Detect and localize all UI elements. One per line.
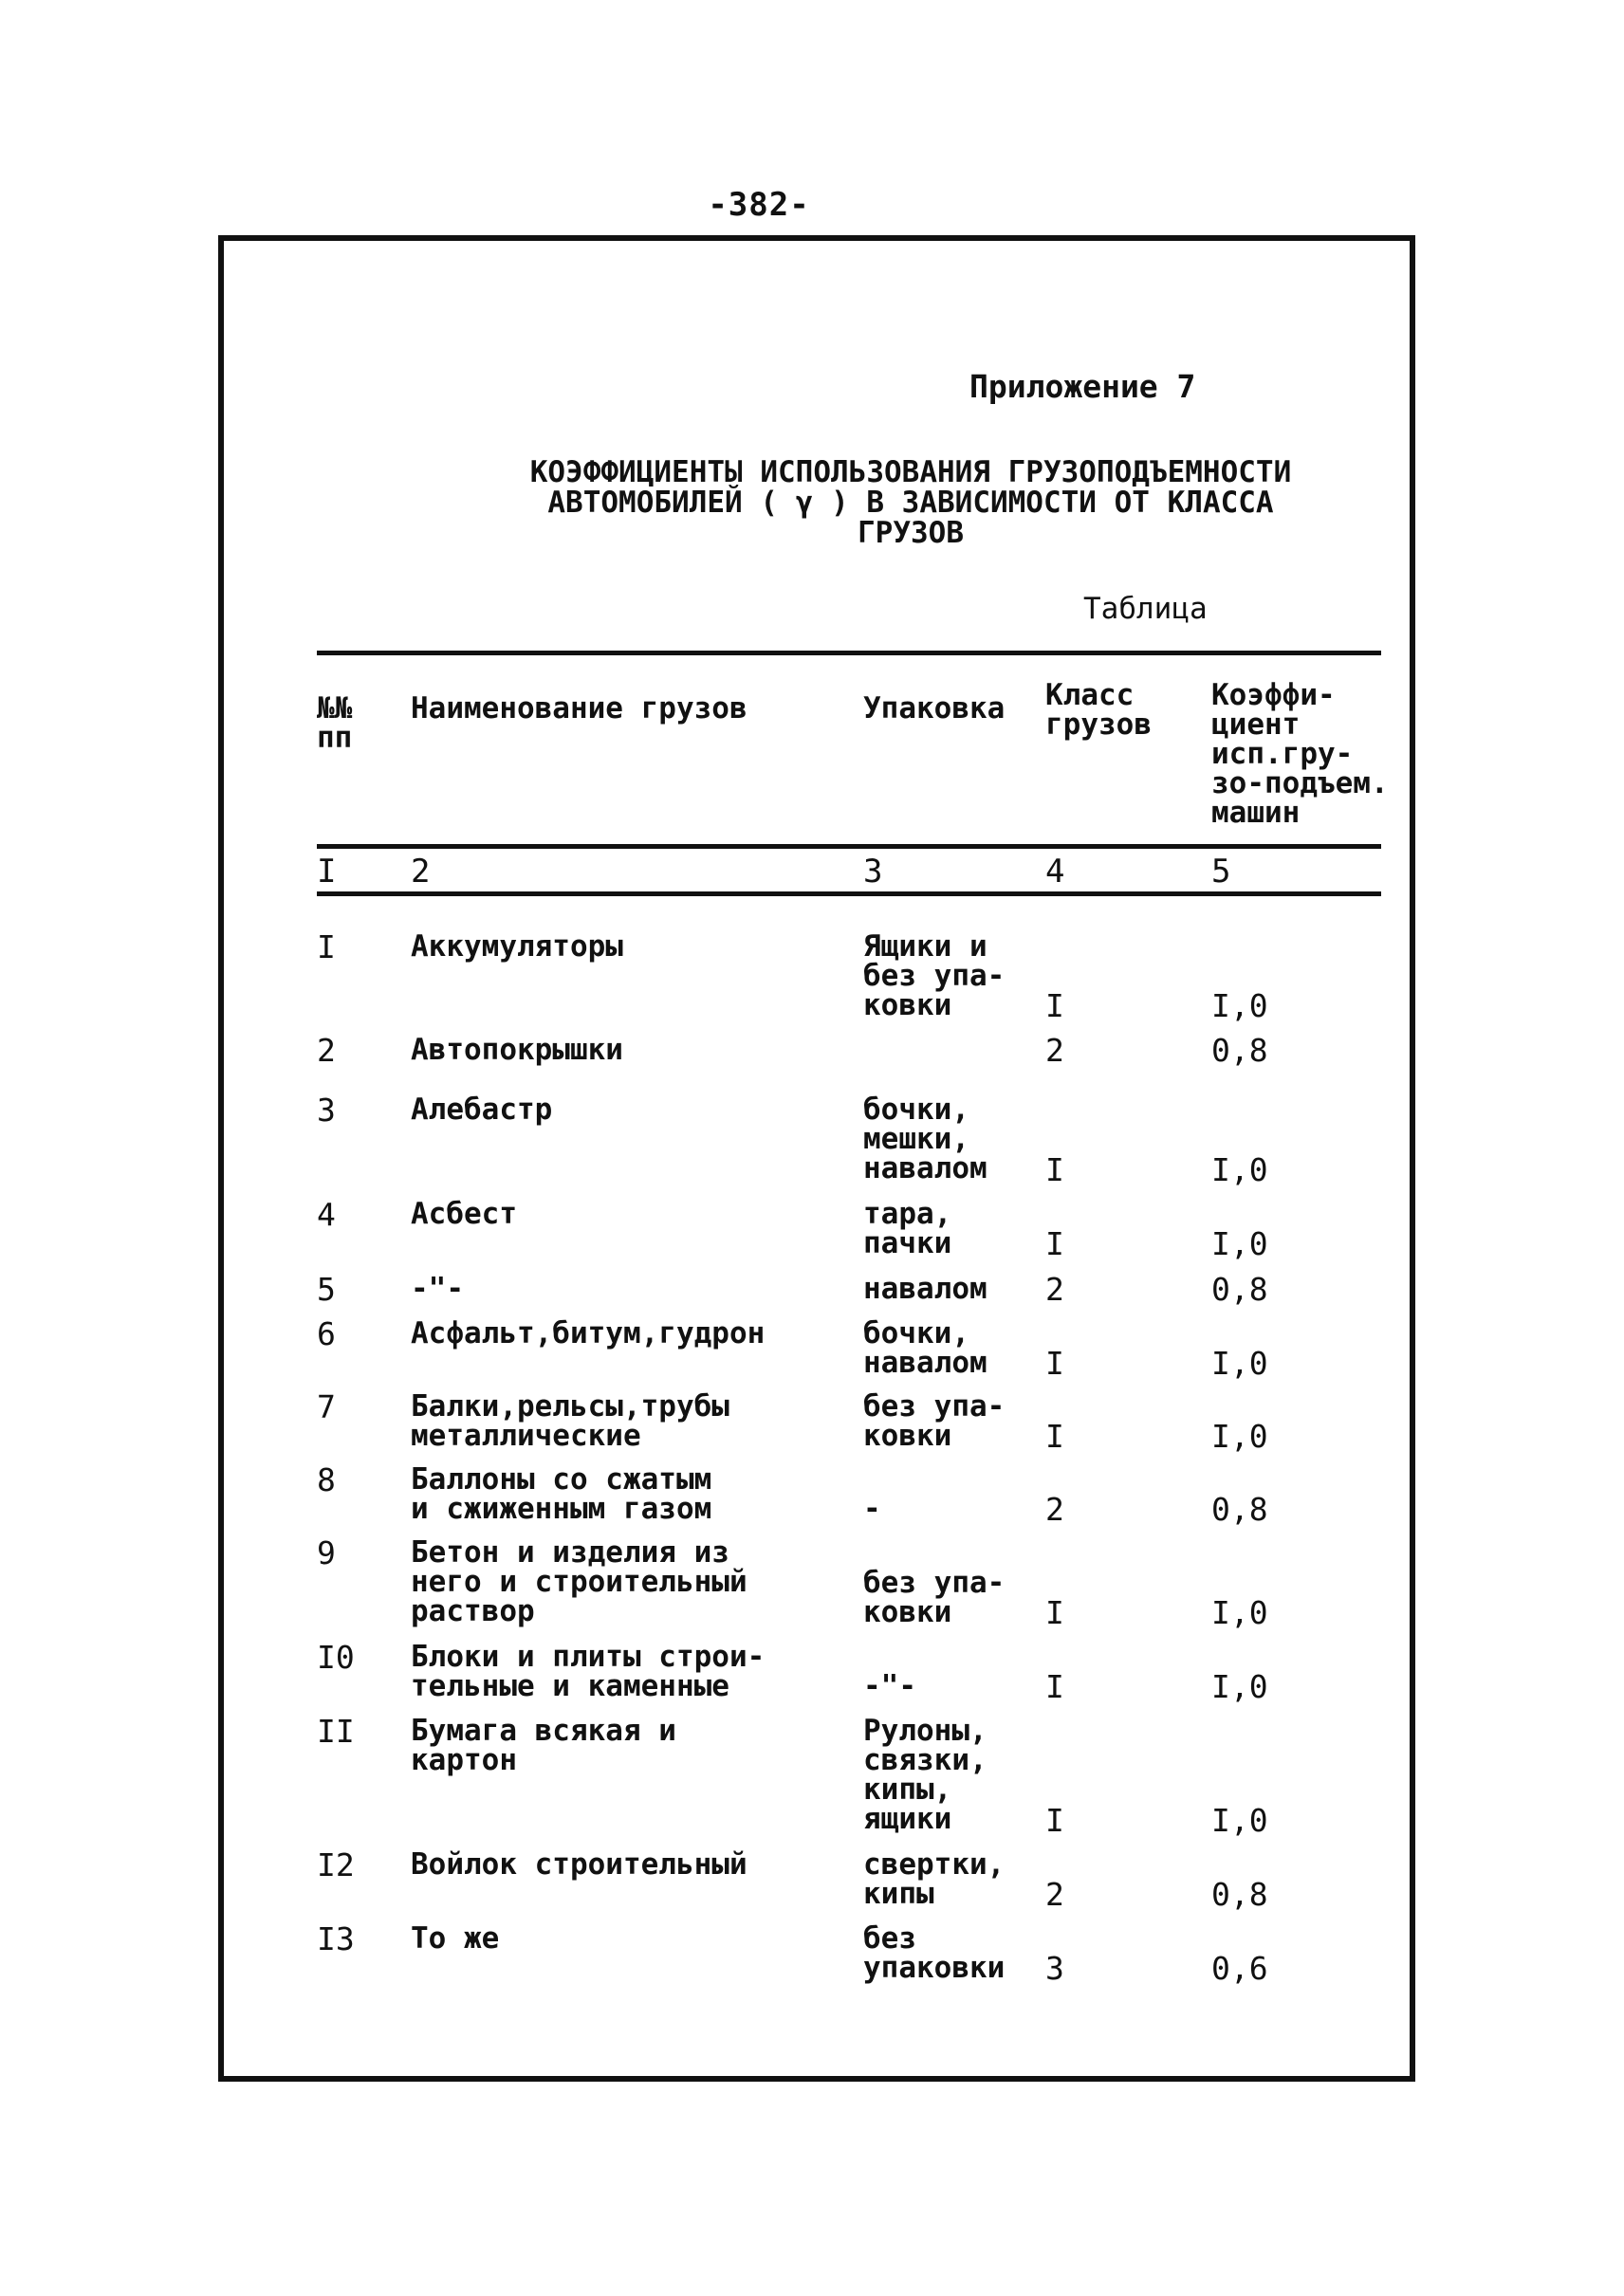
cargo-coefficient: 0,8 bbox=[1211, 1876, 1268, 1913]
cargo-class: I bbox=[1045, 1668, 1064, 1705]
cargo-coefficient: 0,8 bbox=[1211, 1271, 1268, 1308]
cargo-name: Бумага всякая и картон bbox=[411, 1714, 676, 1777]
row-number: 9 bbox=[317, 1534, 336, 1571]
cargo-coefficient: 0,8 bbox=[1211, 1032, 1268, 1069]
row-number: I bbox=[317, 928, 336, 965]
cargo-coefficient: I,0 bbox=[1211, 1151, 1268, 1188]
header-packing: Упаковка bbox=[863, 691, 1006, 726]
appendix-label: Приложение 7 bbox=[969, 368, 1196, 405]
cargo-name: Асфальт,битум,гудрон bbox=[411, 1316, 766, 1350]
table-top-rule bbox=[317, 651, 1381, 655]
header-coefficient: Коэффи- циент исп.гру- зо-подъем. машин bbox=[1211, 678, 1389, 830]
cargo-coefficient: I,0 bbox=[1211, 1345, 1268, 1382]
row-number: I0 bbox=[317, 1639, 355, 1676]
cargo-class: I bbox=[1045, 1225, 1064, 1262]
cargo-name: То же bbox=[411, 1921, 500, 1956]
cargo-class: I bbox=[1045, 1418, 1064, 1455]
cargo-packing: Рулоны, связки, кипы, ящики bbox=[863, 1714, 987, 1836]
row-number: I2 bbox=[317, 1846, 355, 1883]
cargo-class: I bbox=[1045, 1802, 1064, 1839]
cargo-name: Алебастр bbox=[411, 1093, 553, 1127]
row-number: 8 bbox=[317, 1461, 336, 1498]
header-cargo-class: Класс грузов bbox=[1045, 678, 1152, 742]
cargo-packing: навалом bbox=[863, 1272, 987, 1306]
column-number: 5 bbox=[1211, 853, 1231, 891]
cargo-coefficient: I,0 bbox=[1211, 1418, 1268, 1455]
column-number: 3 bbox=[863, 853, 883, 891]
row-number: 4 bbox=[317, 1196, 336, 1233]
cargo-coefficient: 0,8 bbox=[1211, 1491, 1268, 1528]
cargo-class: I bbox=[1045, 1151, 1064, 1188]
page-number: -382- bbox=[708, 186, 810, 224]
column-number-rule bbox=[317, 891, 1381, 896]
column-number: I bbox=[317, 853, 337, 891]
row-number: 5 bbox=[317, 1271, 336, 1308]
cargo-packing: без упа- ковки bbox=[863, 1566, 1006, 1629]
column-number: 4 bbox=[1045, 853, 1065, 891]
cargo-name: Бетон и изделия из него и строительный раствор bbox=[411, 1535, 747, 1628]
cargo-name: Баллоны со сжатым и сжиженным газом bbox=[411, 1462, 712, 1526]
cargo-coefficient: I,0 bbox=[1211, 1225, 1268, 1262]
cargo-packing: без упа- ковки bbox=[863, 1389, 1006, 1453]
cargo-packing: -"- bbox=[863, 1669, 916, 1703]
header-rule bbox=[317, 844, 1381, 849]
cargo-coefficient: I,0 bbox=[1211, 987, 1268, 1024]
cargo-name: Автопокрышки bbox=[411, 1033, 623, 1067]
row-number: II bbox=[317, 1713, 355, 1750]
cargo-coefficient: I,0 bbox=[1211, 1668, 1268, 1705]
cargo-name: Асбест bbox=[411, 1197, 517, 1231]
cargo-coefficient: I,0 bbox=[1211, 1594, 1268, 1631]
cargo-class: I bbox=[1045, 987, 1064, 1024]
header-name: Наименование грузов bbox=[411, 691, 747, 726]
cargo-class: 2 bbox=[1045, 1271, 1064, 1308]
cargo-name: Балки,рельсы,трубы металлические bbox=[411, 1389, 729, 1453]
cargo-class: 3 bbox=[1045, 1950, 1064, 1987]
cargo-class: 2 bbox=[1045, 1491, 1064, 1528]
cargo-packing: бочки, мешки, навалом bbox=[863, 1093, 987, 1185]
row-number: 6 bbox=[317, 1315, 336, 1352]
cargo-name: Блоки и плиты строи- тельные и каменные bbox=[411, 1640, 766, 1703]
cargo-coefficient: I,0 bbox=[1211, 1802, 1268, 1839]
cargo-packing: тара, пачки bbox=[863, 1197, 952, 1260]
row-number: I3 bbox=[317, 1920, 355, 1957]
cargo-packing: без упаковки bbox=[863, 1921, 1006, 1985]
row-number: 2 bbox=[317, 1032, 336, 1069]
column-number: 2 bbox=[411, 853, 431, 891]
table-label: Таблица bbox=[1083, 592, 1208, 626]
cargo-class: I bbox=[1045, 1594, 1064, 1631]
cargo-packing: Ящики и без упа- ковки bbox=[863, 929, 1006, 1022]
cargo-name: -"- bbox=[411, 1272, 464, 1306]
cargo-name: Аккумуляторы bbox=[411, 929, 623, 964]
row-number: 7 bbox=[317, 1388, 336, 1425]
cargo-packing: - bbox=[863, 1492, 881, 1526]
row-number: 3 bbox=[317, 1092, 336, 1129]
cargo-name: Войлок строительный bbox=[411, 1847, 747, 1882]
cargo-class: 2 bbox=[1045, 1032, 1064, 1069]
cargo-packing: бочки, навалом bbox=[863, 1316, 987, 1380]
cargo-class: I bbox=[1045, 1345, 1064, 1382]
cargo-packing: свертки, кипы bbox=[863, 1847, 1006, 1911]
cargo-coefficient: 0,6 bbox=[1211, 1950, 1268, 1987]
header-num: №№ пп bbox=[317, 691, 353, 755]
document-title: КОЭФФИЦИЕНТЫ ИСПОЛЬЗОВАНИЯ ГРУЗОПОДЪЕМНОСТИ АВТОМОБИЛЕЙ ( γ ) В ЗАВИСИМОСТИ ОТ КЛАССА ГРУЗОВ bbox=[529, 455, 1292, 550]
cargo-class: 2 bbox=[1045, 1876, 1064, 1913]
